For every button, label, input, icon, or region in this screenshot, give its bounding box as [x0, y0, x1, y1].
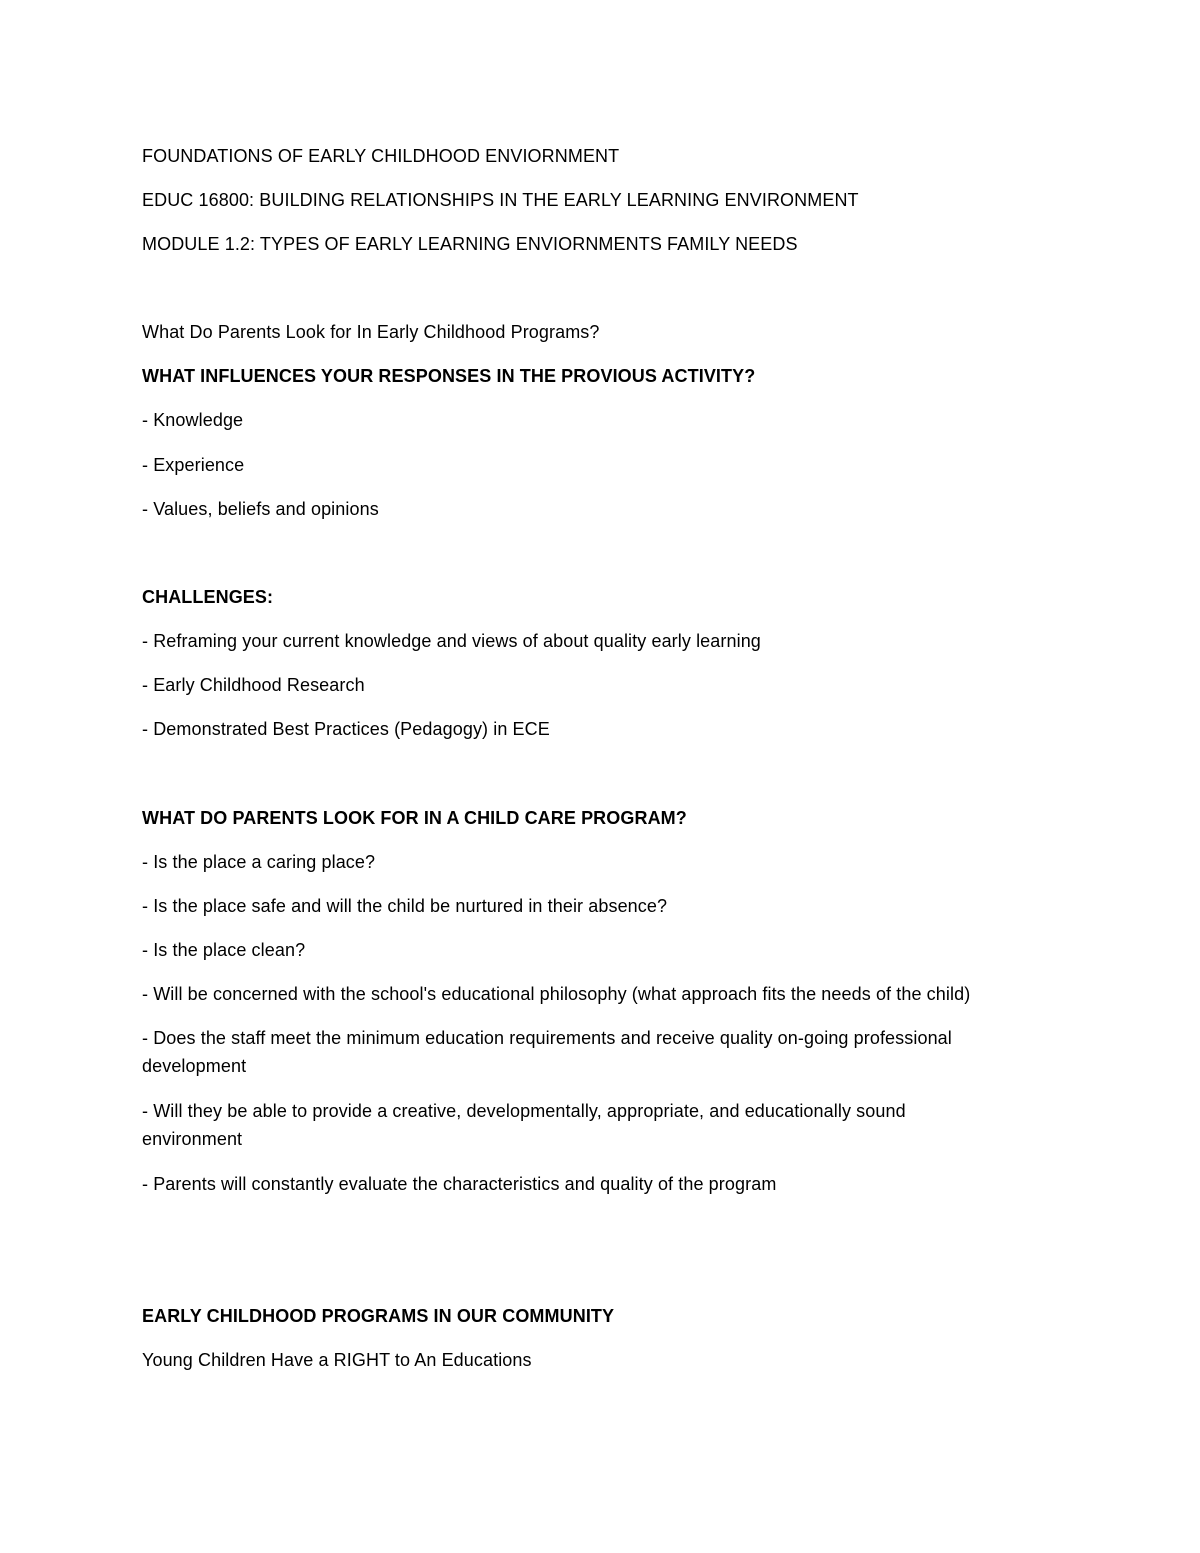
influences-heading: WHAT INFLUENCES YOUR RESPONSES IN THE PROVIOUS ACTIVITY?: [142, 366, 756, 386]
parents-look-for-heading: WHAT DO PARENTS LOOK FOR IN A CHILD CARE PROGRAM?: [142, 808, 687, 828]
influences-item-values: - Values, beliefs and opinions: [142, 499, 379, 519]
parents-item-safe: - Is the place safe and will the child be nurtured in their absence?: [142, 896, 668, 916]
influences-item-knowledge: - Knowledge: [142, 410, 244, 430]
parents-item-caring: - Is the place a caring place?: [142, 852, 376, 872]
parents-item-staff: - Does the staff meet the minimum education requirements and receive quality on-going professional development: [142, 1028, 952, 1076]
challenges-heading: CHALLENGES:: [142, 587, 274, 607]
module-title: MODULE 1.2: TYPES OF EARLY LEARNING ENVIORNMENTS FAMILY NEEDS: [142, 234, 798, 254]
challenges-item-research: - Early Childhood Research: [142, 675, 365, 695]
parents-item-clean: - Is the place clean?: [142, 940, 306, 960]
challenges-item-reframing: - Reframing your current knowledge and views of about quality early learning: [142, 631, 761, 651]
course-code-title: EDUC 16800: BUILDING RELATIONSHIPS IN THE EARLY LEARNING ENVIRONMENT: [142, 190, 859, 210]
community-line: Young Children Have a RIGHT to An Educations: [142, 1350, 532, 1370]
parents-item-philosophy: - Will be concerned with the school's educational philosophy (what approach fits the needs of the child): [142, 984, 971, 1004]
parents-item-environment: - Will they be able to provide a creative, developmentally, appropriate, and educationally sound environment: [142, 1101, 906, 1149]
influences-item-experience: - Experience: [142, 455, 245, 475]
intro-question: What Do Parents Look for In Early Childhood Programs?: [142, 322, 600, 342]
challenges-item-best-practices: - Demonstrated Best Practices (Pedagogy) in ECE: [142, 719, 550, 739]
course-area-title: FOUNDATIONS OF EARLY CHILDHOOD ENVIORNMENT: [142, 146, 620, 166]
parents-item-evaluate: - Parents will constantly evaluate the characteristics and quality of the program: [142, 1174, 777, 1194]
community-heading: EARLY CHILDHOOD PROGRAMS IN OUR COMMUNITY: [142, 1306, 615, 1326]
